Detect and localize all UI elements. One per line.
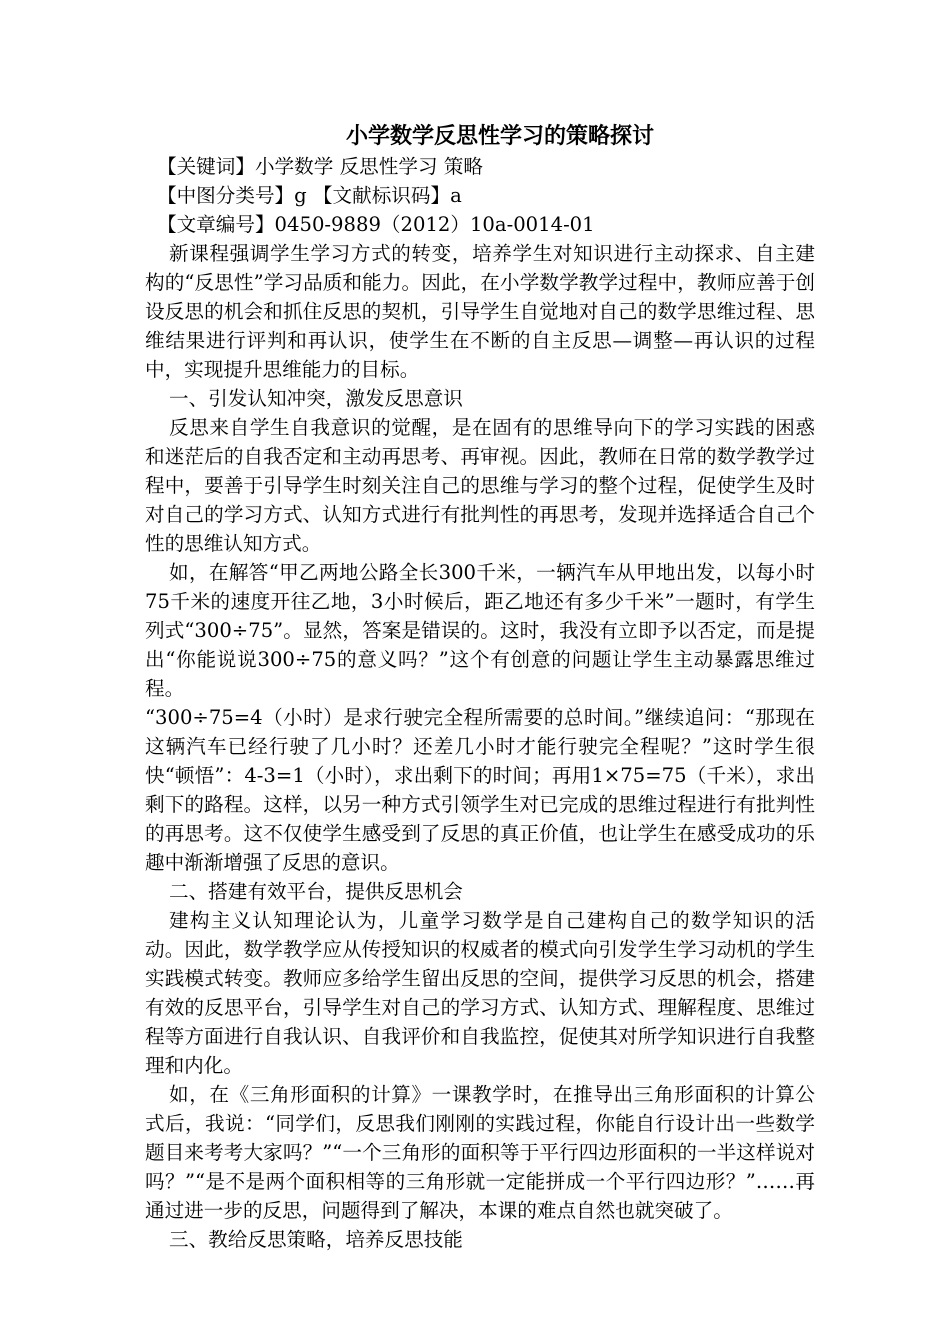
document-title: 小学数学反思性学习的策略探讨	[345, 123, 654, 149]
section-1-paragraph-1: 反思来自学生自我意识的觉醒，是在固有的思维导向下的学习实践的困惑和迷茫后的自我否定和主动再思考、再审视。因此，教师在日常的数学教学过程中，要善于引导学生时刻关注自己的思维与学习的整个过程，促使学生及时对自己的学习方式、认知方式进行有批判性的再思考，发现并选择适合自己个性的思维认知方式。	[145, 416, 815, 555]
article-number-line: 【文章编号】0450-9889（2012）10a-0014-01	[157, 213, 595, 236]
keywords-line: 【关键词】小学数学 反思性学习 策略	[157, 155, 483, 178]
section-1-paragraph-3: “300÷75=4（小时）是求行驶完全程所需要的总时间。”继续追问：“那现在这辆汽车已经行驶了几小时？还差几小时才能行驶完全程呢？”这时学生很快“顿悟”：4-3=1（小时），求出剩下的时间；再用1×75=75（千米），求出剩下的路程。这样，以另一种方式引领学生对已完成的思维过程进行有批判性的再思考。这不仅使学生感受到了反思的真正价值，也让学生在感受成功的乐趣中渐渐增强了反思的意识。	[145, 706, 815, 874]
intro-paragraph: 新课程强调学生学习方式的转变，培养学生对知识进行主动探求、自主建构的“反思性”学习品质和能力。因此，在小学数学教学过程中，教师应善于创设反思的机会和抓住反思的契机，引导学生自觉地对自己的数学思维过程、思维结果进行评判和再认识，使学生在不断的自主反思—调整—再认识的过程中，实现提升思维能力的目标。	[145, 242, 815, 381]
section-2-paragraph-2: 如，在《三角形面积的计算》一课教学时，在推导出三角形面积的计算公式后，我说：“同学们，反思我们刚刚的实践过程，你能自行设计出一些数学题目来考考大家吗？”“一个三角形的面积等于平行四边形面积的一半这样说对吗？”“是不是两个面积相等的三角形就一定能拼成一个平行四边形？”……再通过进一步的反思，问题得到了解决，本课的难点自然也就突破了。	[145, 1083, 815, 1222]
section-heading-2: 二、搭建有效平台，提供反思机会	[169, 880, 463, 903]
section-1-paragraph-2: 如，在解答“甲乙两地公路全长300千米，一辆汽车从甲地出发，以每小时75千米的速度开往乙地，3小时候后，距乙地还有多少千米”一题时，有学生列式“300÷75”。显然，答案是错误的。这时，我没有立即予以否定，而是提出“你能说说300÷75的意义吗？”这个有创意的问题让学生主动暴露思维过程。	[145, 561, 815, 700]
document-page	[145, 120, 815, 1254]
section-heading-3: 三、教给反思策略，培养反思技能	[169, 1228, 463, 1251]
section-heading-1: 一、引发认知冲突，激发反思意识	[169, 387, 463, 410]
classification-line: 【中图分类号】g 【文献标识码】a	[157, 184, 462, 207]
section-2-paragraph-1: 建构主义认知理论认为，儿童学习数学是自己建构自己的数学知识的活动。因此，数学教学应从传授知识的权威者的模式向引发学生学习动机的学生实践模式转变。教师应多给学生留出反思的空间，提供学习反思的机会，搭建有效的反思平台，引导学生对自己的学习方式、认知方式、理解程度、思维过程等方面进行自我认识、自我评价和自我监控，促使其对所学知识进行自我整理和内化。	[145, 909, 815, 1077]
